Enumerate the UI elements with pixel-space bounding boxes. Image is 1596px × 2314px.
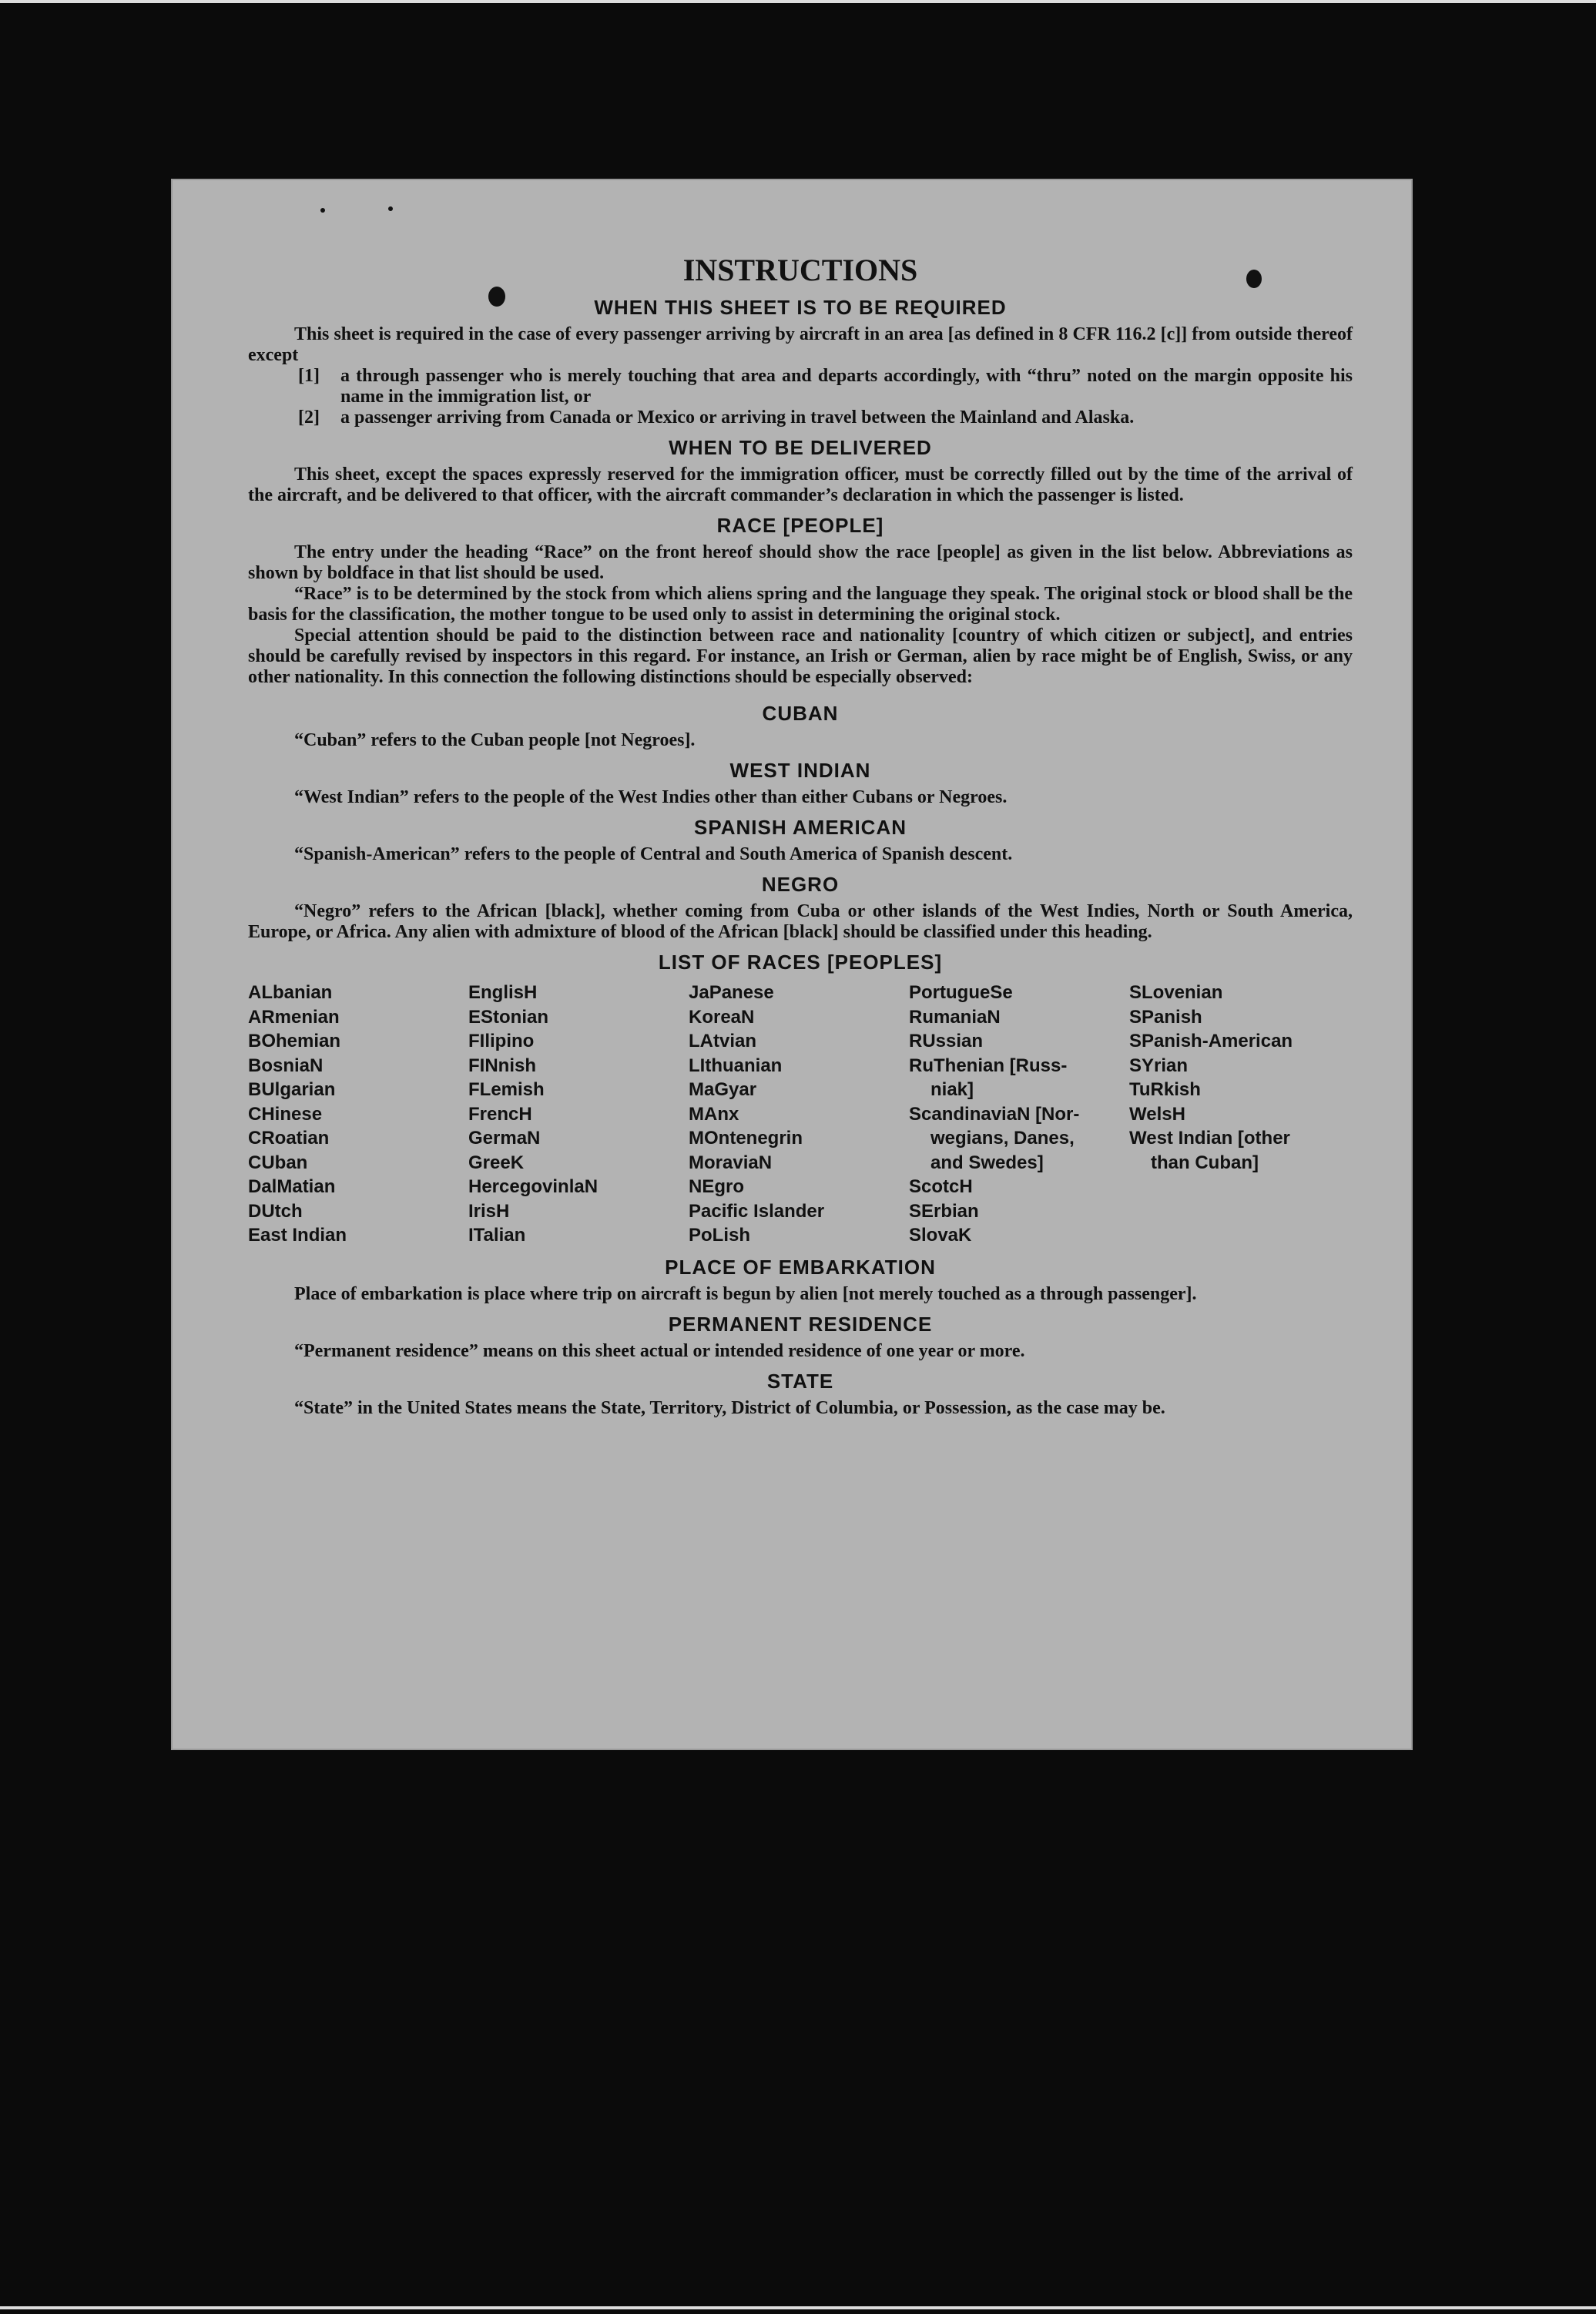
section-heading-cuban: CUBAN	[762, 702, 839, 725]
page-title: INSTRUCTIONS	[682, 253, 918, 287]
ink-dot	[320, 208, 325, 213]
race-entry: FIlipino	[468, 1031, 535, 1051]
west-indian-text: “West Indian” refers to the people of the West Indies other than either Cubans or Negroes.	[294, 787, 1008, 807]
race-entry: BUlgarian	[248, 1079, 336, 1100]
exception-item-number: [2]	[298, 407, 320, 428]
race-entry: GermaN	[468, 1128, 541, 1149]
exception-item-text: a through passenger who is merely touching that area and departs accordingly, with “thru” noted on the margin opposite his name in the immigration list, or	[340, 366, 1353, 407]
race-entry: HercegovinlaN	[468, 1176, 598, 1197]
exception-item-number: [1]	[298, 366, 320, 386]
race-entry: WelsH	[1129, 1103, 1185, 1125]
race-entry: MaGyar	[689, 1079, 757, 1100]
instructions-content	[248, 252, 1353, 1419]
race-entry: GreeK	[468, 1152, 525, 1173]
race-entry: wegians, Danes,	[930, 1128, 1075, 1149]
state-text: “State” in the United States means the State, Territory, District of Columbia, or Possession, as the case may be.	[294, 1397, 1165, 1418]
race-entry: MoraviaN	[689, 1152, 773, 1173]
when-delivered-text: This sheet, except the spaces expressly reserved for the immigration officer, must be correctly filled out by the time of the arrival of the aircraft, and be delivered to that officer, with the aircraft commander’s declaration in which the passenger is listed.	[248, 464, 1353, 505]
race-entry: ALbanian	[248, 982, 333, 1003]
race-paragraph: “Race” is to be determined by the stock from which aliens spring and the language they speak. The original stock or blood shall be the basis for the classification, the mother tongue to be used only to assist in determining the original stock.	[248, 584, 1353, 625]
race-entry: niak]	[930, 1079, 974, 1100]
race-entry: ITalian	[468, 1225, 526, 1246]
race-entry: than Cuban]	[1151, 1152, 1259, 1173]
race-entry: KoreaN	[689, 1006, 755, 1028]
section-heading-when-delivered: WHEN TO BE DELIVERED	[669, 436, 932, 459]
race-column	[1129, 981, 1350, 1248]
section-heading-embarkation: PLACE OF EMBARKATION	[665, 1255, 936, 1279]
race-entry: DalMatian	[248, 1176, 336, 1197]
race-entry: and Swedes]	[930, 1152, 1044, 1173]
race-entry: TuRkish	[1129, 1079, 1201, 1100]
race-entry: SYrian	[1129, 1055, 1189, 1076]
race-entry: FINnish	[468, 1055, 536, 1076]
section-heading-list-of-races: LIST OF RACES [PEOPLES]	[658, 951, 943, 974]
scan-edge-bottom	[0, 2306, 1596, 2309]
document-page	[171, 179, 1413, 1750]
race-entry: PoLish	[689, 1225, 751, 1246]
race-entry: FLemish	[468, 1079, 545, 1100]
race-entry: RUssian	[909, 1031, 984, 1051]
race-entry: CHinese	[248, 1103, 323, 1125]
race-entry: ScandinaviaN [Nor-	[909, 1103, 1080, 1125]
race-list	[248, 981, 1353, 1248]
exception-item-text: a passenger arriving from Canada or Mexico or arriving in travel between the Mainland and Alaska.	[340, 407, 1135, 428]
section-heading-negro: NEGRO	[761, 873, 840, 896]
section-heading-when-required: WHEN THIS SHEET IS TO BE REQUIRED	[594, 296, 1007, 319]
section-heading-permanent-residence: PERMANENT RESIDENCE	[668, 1312, 933, 1336]
race-entry: JaPanese	[689, 982, 774, 1003]
race-entry: Pacific Islander	[689, 1200, 825, 1222]
race-entry: LAtvian	[689, 1031, 757, 1051]
race-entry: DUtch	[248, 1200, 303, 1222]
exception-item	[248, 366, 1353, 407]
race-entry: SPanish-American	[1129, 1031, 1293, 1051]
section-heading-state: STATE	[766, 1369, 834, 1393]
embarkation-text: Place of embarkation is place where trip on aircraft is begun by alien [not merely touched as a through passenger].	[294, 1283, 1197, 1304]
race-entry: MOntenegrin	[689, 1128, 803, 1149]
race-entry: LIthuanian	[689, 1055, 783, 1076]
race-entry: ScotcH	[909, 1176, 973, 1197]
section-heading-race: RACE [PEOPLE]	[716, 514, 884, 537]
race-paragraph: Special attention should be paid to the distinction between race and nationality [country of which citizen or subject], and entries should be carefully revised by inspectors in this regard. For instance, an Irish or German, alien by race might be of English, Swiss, or any other nationality. In this connection the following distinctions should be especially observed:	[248, 625, 1353, 687]
scan-edge-top	[0, 0, 1596, 3]
race-entry: BosniaN	[248, 1055, 324, 1076]
race-entry: IrisH	[468, 1200, 510, 1222]
race-entry: NEgro	[689, 1176, 744, 1197]
section-heading-spanish-american: SPANISH AMERICAN	[693, 816, 907, 839]
race-column	[468, 981, 689, 1248]
race-entry: MAnx	[689, 1103, 739, 1125]
race-entry: East Indian	[248, 1225, 347, 1246]
race-entry: PortugueSe	[909, 982, 1013, 1003]
race-column	[909, 981, 1129, 1248]
race-entry: SLovenian	[1129, 982, 1223, 1003]
race-entry: West Indian [other	[1129, 1128, 1290, 1149]
race-entry: EnglisH	[468, 982, 538, 1003]
race-entry: EStonian	[468, 1006, 549, 1028]
when-required-intro: This sheet is required in the case of every passenger arriving by aircraft in an area [as defined in 8 CFR 116.2 [c]] from outside thereof except	[248, 324, 1353, 365]
race-column	[689, 981, 909, 1248]
race-entry: BOhemian	[248, 1031, 341, 1051]
race-entry: FrencH	[468, 1103, 532, 1125]
ink-dot	[388, 206, 393, 211]
section-heading-west-indian: WEST INDIAN	[729, 759, 871, 782]
race-paragraph: The entry under the heading “Race” on the front hereof should show the race [people] as given in the list below. Abbreviations as shown by boldface in that list should be used.	[248, 542, 1353, 583]
exception-item	[248, 407, 1353, 428]
race-entry: CUban	[248, 1152, 308, 1173]
race-entry: SlovaK	[909, 1225, 972, 1246]
race-entry: CRoatian	[248, 1128, 330, 1149]
permanent-residence-text: “Permanent residence” means on this sheet actual or intended residence of one year or more.	[294, 1340, 1025, 1361]
race-entry: SPanish	[1129, 1006, 1202, 1028]
negro-text: “Negro” refers to the African [black], whether coming from Cuba or other islands of the West Indies, North or South America, Europe, or Africa. Any alien with admixture of blood of the African [black] should be classified under this heading.	[248, 901, 1353, 942]
race-entry: ARmenian	[248, 1006, 340, 1028]
spanish-american-text: “Spanish-American” refers to the people of Central and South America of Spanish descent.	[294, 844, 1013, 864]
race-entry: RumaniaN	[909, 1006, 1001, 1028]
race-entry: SErbian	[909, 1200, 979, 1222]
race-entry: RuThenian [Russ-	[909, 1055, 1068, 1076]
cuban-text: “Cuban” refers to the Cuban people [not Negroes].	[294, 730, 696, 750]
race-column	[248, 981, 468, 1248]
